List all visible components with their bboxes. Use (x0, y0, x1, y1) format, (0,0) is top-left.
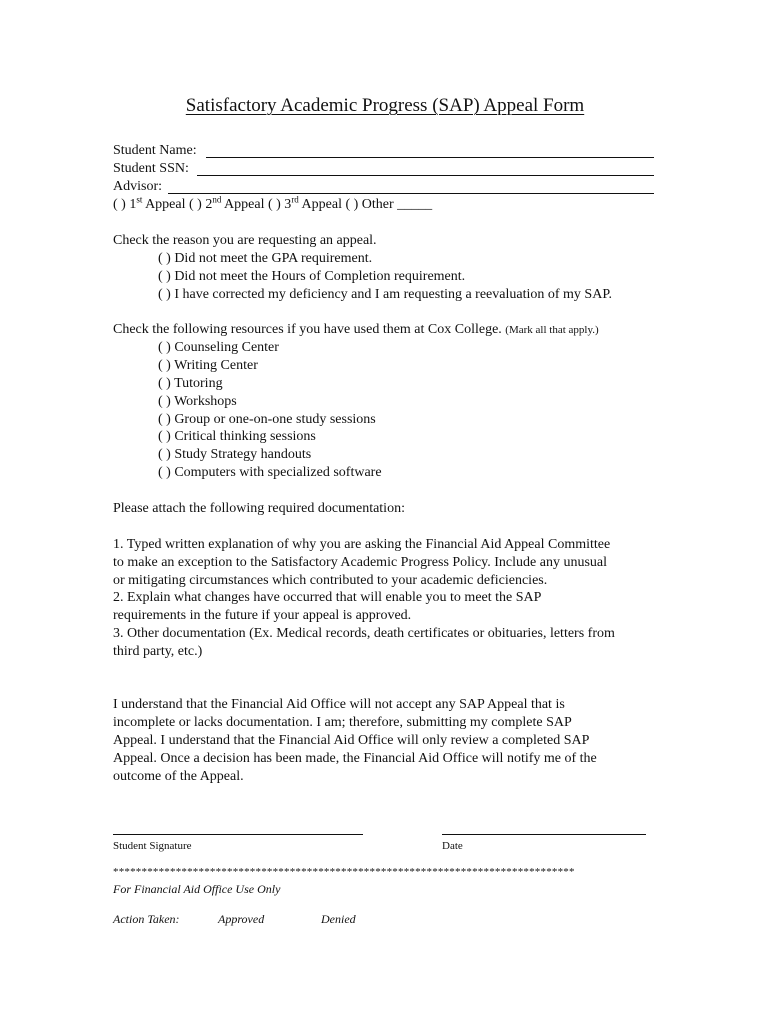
appeal-options-row (113, 196, 432, 214)
appeal-1-option[interactable]: ( ) 1st Appeal (113, 194, 186, 212)
student-signature-field[interactable] (113, 834, 363, 835)
statement-line: Appeal. I understand that the Financial Aid Office will only review a completed SAP (113, 733, 590, 748)
student-ssn-field[interactable] (197, 175, 654, 176)
reasons-heading: Check the reason you are requesting an appeal. (113, 233, 377, 248)
documentation-line: 1. Typed written explanation of why you are asking the Financial Aid Appeal Committee (113, 537, 611, 552)
advisor-label: Advisor: (113, 179, 162, 194)
documentation-line: third party, etc.) (113, 644, 203, 659)
reason-gpa-option[interactable]: ( ) Did not meet the GPA requirement. (158, 251, 373, 266)
advisor-field[interactable] (168, 193, 654, 194)
date-label: Date (442, 840, 463, 852)
resource-writing-option[interactable]: ( ) Writing Center (158, 358, 258, 373)
statement-line: I understand that the Financial Aid Office will not accept any SAP Appeal that is (113, 697, 565, 712)
page-title: Satisfactory Academic Progress (SAP) Appeal Form (185, 95, 585, 116)
office-use-heading: For Financial Aid Office Use Only (113, 882, 281, 896)
approved-option[interactable]: Approved (218, 912, 265, 926)
student-name-field[interactable] (206, 157, 654, 158)
documentation-line: to make an exception to the Satisfactory Academic Progress Policy. Include any unusual (113, 555, 608, 570)
documentation-line: 3. Other documentation (Ex. Medical records, death certificates or obituaries, letters from (113, 626, 615, 641)
documentation-line: 2. Explain what changes have occurred that will enable you to meet the SAP (113, 590, 542, 605)
student-signature-label: Student Signature (113, 840, 192, 852)
appeal-other-option[interactable]: ( ) Other _____ (345, 197, 433, 212)
reason-corrected-option[interactable]: ( ) I have corrected my deficiency and I am requesting a reevaluation of my SAP. (158, 287, 613, 302)
statement-line: Appeal. Once a decision has been made, the Financial Aid Office will notify me of the (113, 751, 597, 766)
student-name-label: Student Name: (113, 143, 197, 158)
resource-computers-option[interactable]: ( ) Computers with specialized software (158, 465, 382, 480)
resource-tutoring-option[interactable]: ( ) Tutoring (158, 376, 223, 391)
date-field[interactable] (442, 834, 646, 835)
appeal-3-option[interactable]: ( ) 3rd Appeal (267, 194, 342, 212)
statement-line: incomplete or lacks documentation. I am; therefore, submitting my complete SAP (113, 715, 572, 730)
denied-option[interactable]: Denied (321, 912, 356, 926)
documentation-heading: Please attach the following required documentation: (113, 501, 405, 516)
appeal-2-option[interactable]: ( ) 2nd Appeal (189, 194, 265, 212)
action-taken-label: Action Taken: (113, 912, 180, 926)
resource-counseling-option[interactable]: ( ) Counseling Center (158, 340, 279, 355)
resource-handouts-option[interactable]: ( ) Study Strategy handouts (158, 447, 312, 462)
reason-hours-option[interactable]: ( ) Did not meet the Hours of Completion requirement. (158, 269, 466, 284)
documentation-line: or mitigating circumstances which contributed to your academic deficiencies. (113, 573, 548, 588)
resources-note: (Mark all that apply.) (505, 324, 599, 336)
student-ssn-label: Student SSN: (113, 161, 189, 176)
resources-heading: Check the following resources if you have used them at Cox College. (Mark all that apply.) (113, 322, 599, 337)
resource-study-sessions-option[interactable]: ( ) Group or one-on-one study sessions (158, 412, 376, 427)
documentation-line: requirements in the future if your appeal is approved. (113, 608, 412, 623)
resource-workshops-option[interactable]: ( ) Workshops (158, 394, 237, 409)
statement-line: outcome of the Appeal. (113, 769, 244, 784)
separator: ********************************************************************************* (113, 866, 575, 878)
resource-critical-thinking-option[interactable]: ( ) Critical thinking sessions (158, 429, 316, 444)
